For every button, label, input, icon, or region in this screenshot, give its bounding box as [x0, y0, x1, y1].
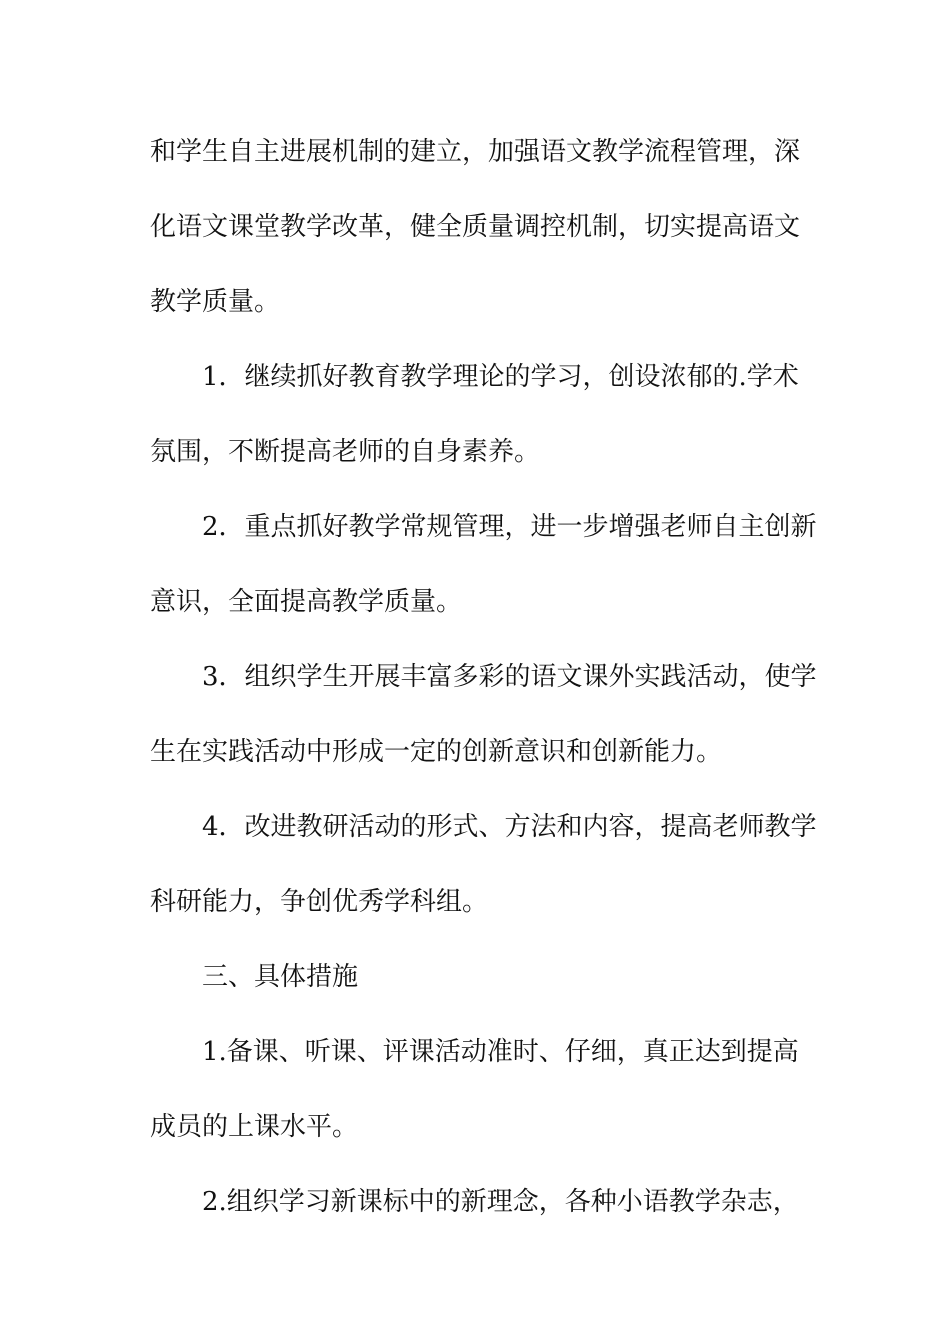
measure-2-line-1: 2.组织学习新课标中的新理念，各种小语教学杂志， [202, 1187, 799, 1217]
item-2-line-2: 意识，全面提高教学质量。 [150, 587, 463, 617]
item-2-line-1: 2．重点抓好教学常规管理，进一步增强老师自主创新 [202, 512, 817, 542]
item-3-line-2: 生在实践活动中形成一定的创新意识和创新能力。 [150, 737, 723, 767]
paragraph-line-1: 和学生自主进展机制的建立，加强语文教学流程管理，深 [150, 137, 801, 167]
item-4-line-2: 科研能力，争创优秀学科组。 [150, 887, 489, 917]
paragraph-line-2: 化语文课堂教学改革，健全质量调控机制，切实提高语文 [150, 212, 801, 242]
section-heading: 三、具体措施 [202, 962, 359, 992]
item-4-line-1: 4．改进教研活动的形式、方法和内容，提高老师教学 [202, 812, 817, 842]
measure-1-line-2: 成员的上课水平。 [150, 1112, 359, 1142]
item-1-line-1: 1．继续抓好教育教学理论的学习，创设浓郁的.学术 [202, 362, 799, 392]
measure-1-line-1: 1.备课、听课、评课活动准时、仔细，真正达到提高 [202, 1037, 799, 1067]
paragraph-line-3: 教学质量。 [150, 287, 281, 317]
item-3-line-1: 3．组织学生开展丰富多彩的语文课外实践活动，使学 [202, 662, 817, 692]
item-1-line-2: 氛围，不断提高老师的自身素养。 [150, 437, 541, 467]
